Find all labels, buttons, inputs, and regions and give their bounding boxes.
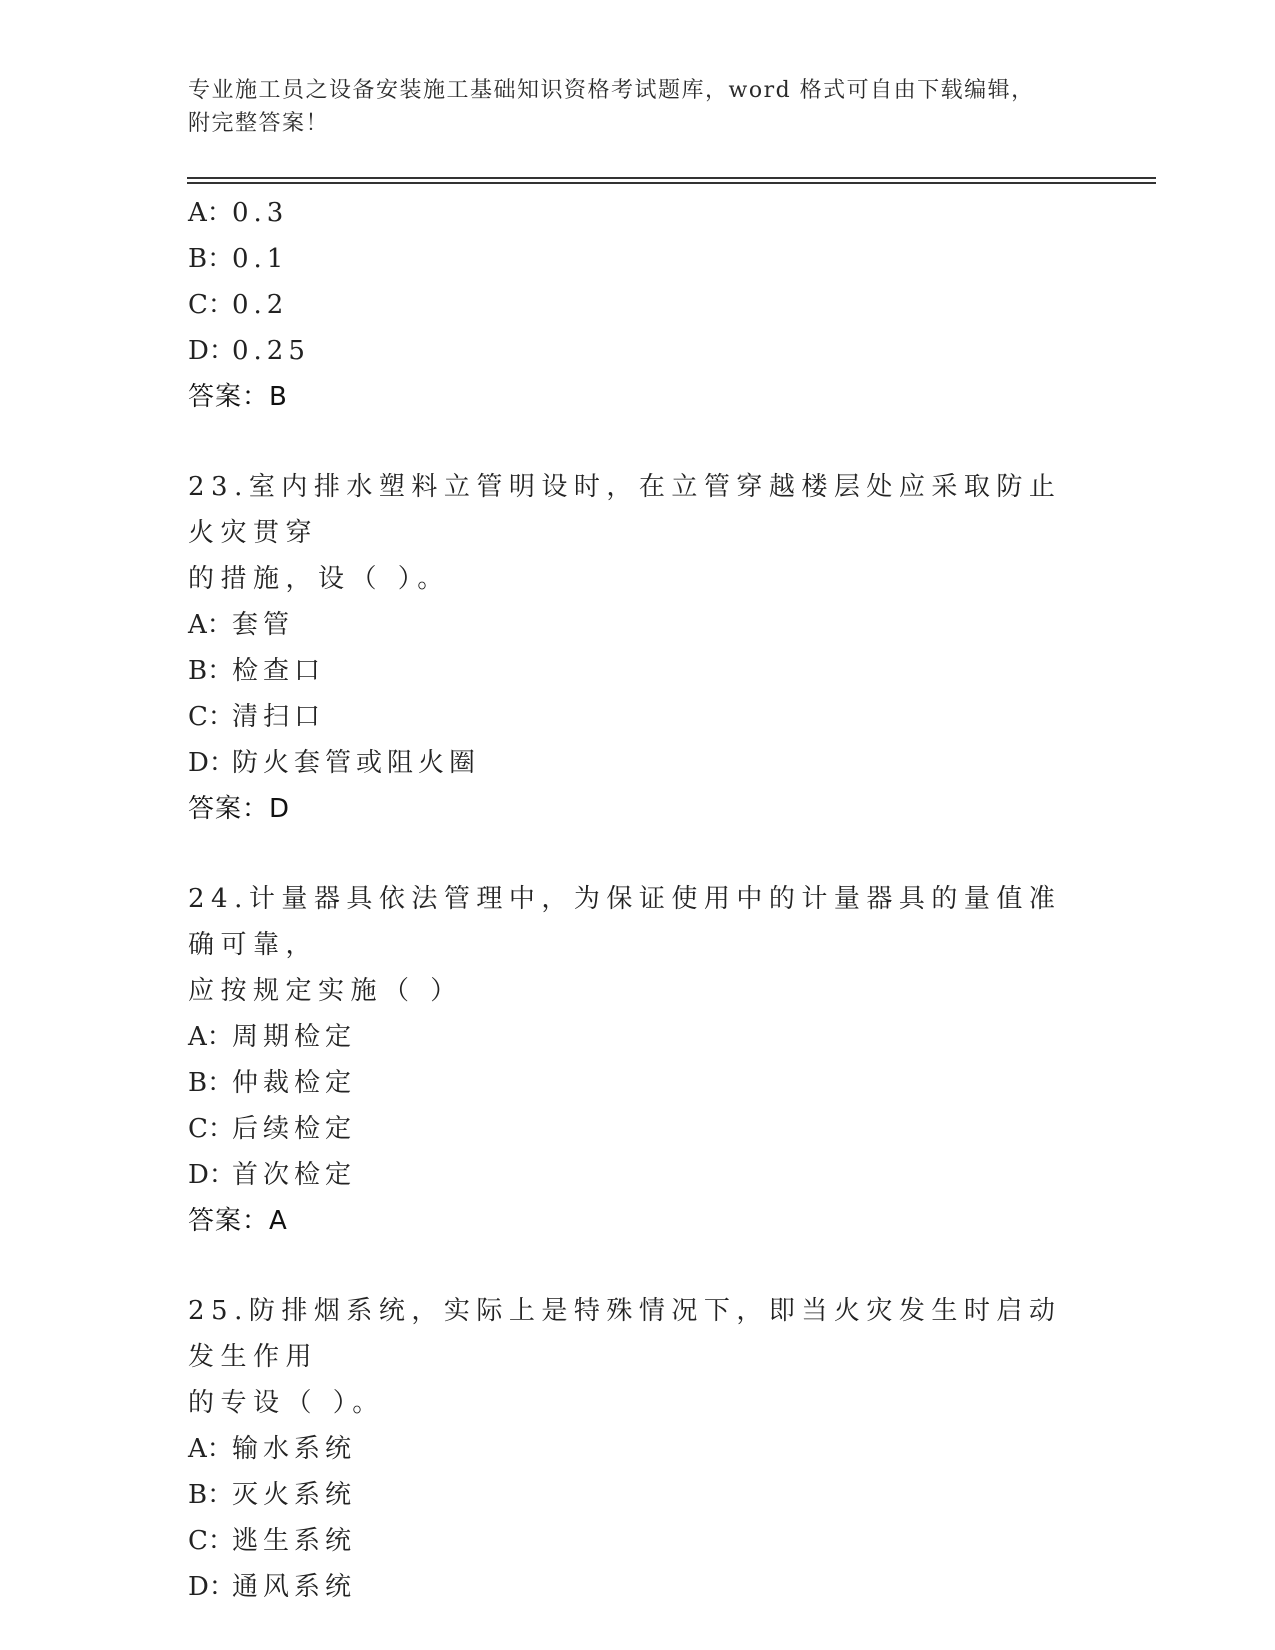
answer-line: 答案：A xyxy=(188,1206,288,1236)
question-25-block xyxy=(188,1288,1088,1610)
prev-question-block xyxy=(188,190,1088,420)
option-c: C：后续检定 xyxy=(188,1114,357,1144)
question-stem-line-2: 的专设（ ）。 xyxy=(188,1388,385,1418)
question-stem-line-2: 应按规定实施（ ） xyxy=(188,976,463,1006)
document-header xyxy=(188,74,1088,140)
option-b: B：检查口 xyxy=(188,656,326,686)
option-d: D：通风系统 xyxy=(188,1572,357,1602)
header-divider-bottom xyxy=(187,182,1156,184)
option-a: A：0.3 xyxy=(188,198,289,228)
option-b: B：灭火系统 xyxy=(188,1480,357,1510)
question-24-block xyxy=(188,876,1088,1244)
question-stem xyxy=(188,1288,1068,1426)
option-d: D：防火套管或阻火圈 xyxy=(188,748,481,778)
option-a: A：输水系统 xyxy=(188,1434,357,1464)
option-d: D：首次检定 xyxy=(188,1160,357,1190)
option-b: B：0.1 xyxy=(188,244,289,274)
question-stem-line-1: 23.室内排水塑料立管明设时，在立管穿越楼层处应采取防止火灾贯穿 xyxy=(188,472,1062,548)
question-stem-line-2: 的措施，设（ ）。 xyxy=(188,564,450,594)
question-content xyxy=(188,190,1088,1610)
header-divider-top xyxy=(187,177,1156,179)
option-c: C：清扫口 xyxy=(188,702,326,732)
header-line-1: 专业施工员之设备安装施工基础知识资格考试题库，word 格式可自由下载编辑， xyxy=(188,78,1035,103)
question-23-block xyxy=(188,464,1088,832)
option-d: D：0.25 xyxy=(188,336,310,366)
option-a: A：周期检定 xyxy=(188,1022,357,1052)
question-stem xyxy=(188,876,1068,1014)
answer-line: 答案：B xyxy=(188,382,288,412)
answer-line: 答案：D xyxy=(188,794,291,824)
option-a: A：套管 xyxy=(188,610,295,640)
option-c: C：逃生系统 xyxy=(188,1526,357,1556)
question-stem-line-1: 25.防排烟系统，实际上是特殊情况下，即当火灾发生时启动发生作用 xyxy=(188,1296,1062,1372)
question-stem-line-1: 24.计量器具依法管理中，为保证使用中的计量器具的量值准确可靠， xyxy=(188,884,1062,960)
question-stem xyxy=(188,464,1068,602)
option-c: C：0.2 xyxy=(188,290,289,320)
option-b: B：仲裁检定 xyxy=(188,1068,357,1098)
header-line-2: 附完整答案！ xyxy=(188,111,330,136)
